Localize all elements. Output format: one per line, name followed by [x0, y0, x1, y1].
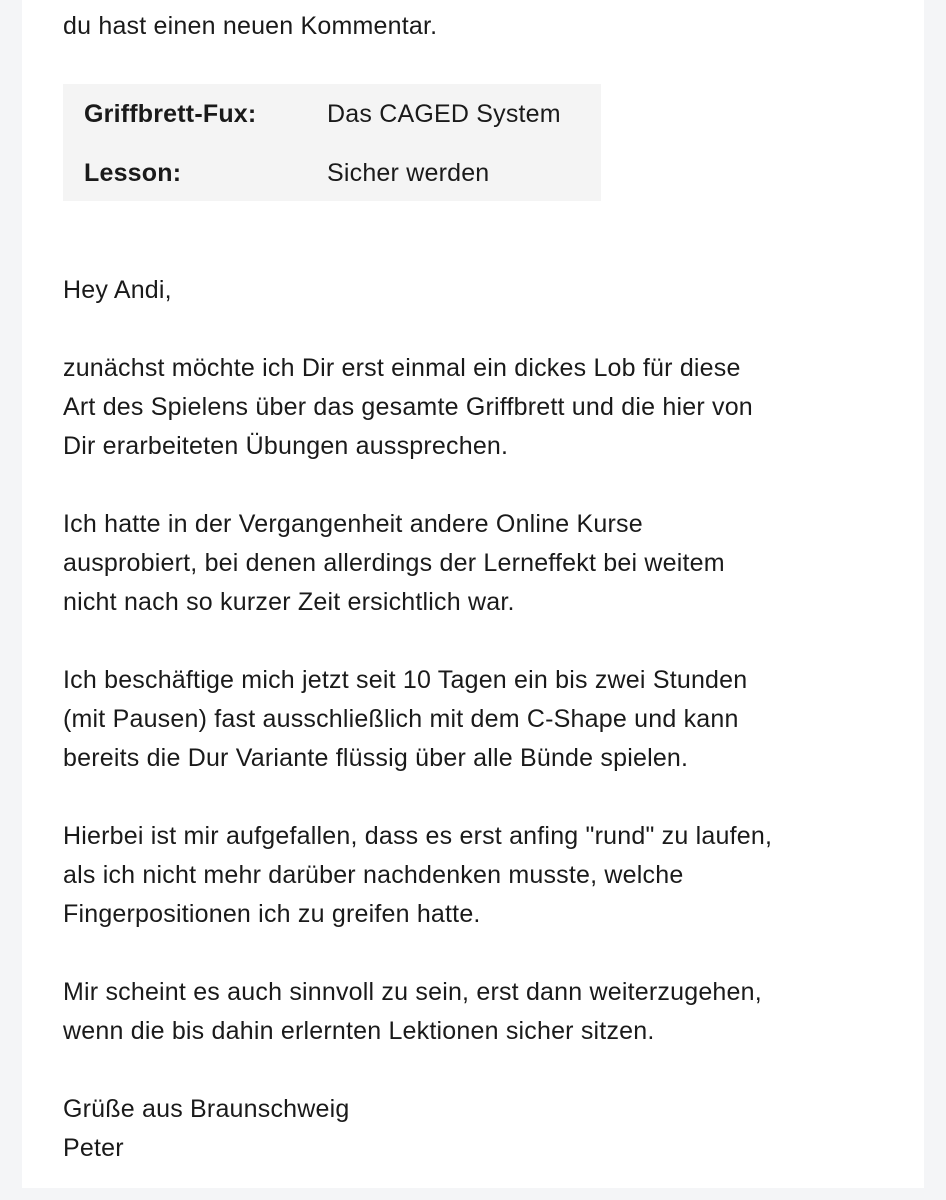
paragraph-line: nicht nach so kurzer Zeit ersichtlich war.: [63, 588, 515, 616]
lesson-value: Sicher werden: [327, 159, 490, 187]
greeting: Hey Andi,: [63, 276, 172, 304]
paragraph-4: [63, 817, 893, 934]
paragraph-line: Mir scheint es auch sinnvoll zu sein, erst dann weiterzugehen,: [63, 978, 762, 1006]
lesson-label: Lesson:: [84, 159, 182, 187]
paragraph-2: [63, 505, 893, 622]
paragraph-line: wenn die bis dahin erlernten Lektionen sicher sitzen.: [63, 1017, 655, 1045]
paragraph-line: als ich nicht mehr darüber nachdenken musste, welche: [63, 861, 684, 889]
paragraph-1: [63, 349, 893, 466]
email-card: [22, 0, 924, 1188]
paragraph-5: [63, 973, 893, 1051]
paragraph-line: Art des Spielens über das gesamte Griffbrett und die hier von: [63, 393, 753, 421]
notification-intro: du hast einen neuen Kommentar.: [63, 12, 438, 40]
paragraph-line: Ich beschäftige mich jetzt seit 10 Tagen ein bis zwei Stunden: [63, 666, 748, 694]
paragraph-line: Hierbei ist mir aufgefallen, dass es erst anfing "rund" zu laufen,: [63, 822, 773, 850]
paragraph-line: ausprobiert, bei denen allerdings der Lerneffekt bei weitem: [63, 549, 725, 577]
course-value: Das CAGED System: [327, 100, 561, 128]
comment-body: [63, 271, 893, 1168]
paragraph-line: (mit Pausen) fast ausschließlich mit dem C-Shape und kann: [63, 705, 739, 733]
closing-text: Grüße aus Braunschweig: [63, 1095, 350, 1123]
signature-name: Peter: [63, 1134, 124, 1162]
paragraph-3: [63, 661, 893, 778]
signature-block: [63, 1090, 893, 1168]
paragraph-line: Fingerpositionen ich zu greifen hatte.: [63, 900, 481, 928]
paragraph-line: bereits die Dur Variante flüssig über alle Bünde spielen.: [63, 744, 689, 772]
paragraph-line: Ich hatte in der Vergangenheit andere Online Kurse: [63, 510, 643, 538]
course-label: Griffbrett-Fux:: [84, 100, 257, 128]
paragraph-line: Dir erarbeiteten Übungen aussprechen.: [63, 432, 509, 460]
paragraph-line: zunächst möchte ich Dir erst einmal ein dickes Lob für diese: [63, 354, 741, 382]
